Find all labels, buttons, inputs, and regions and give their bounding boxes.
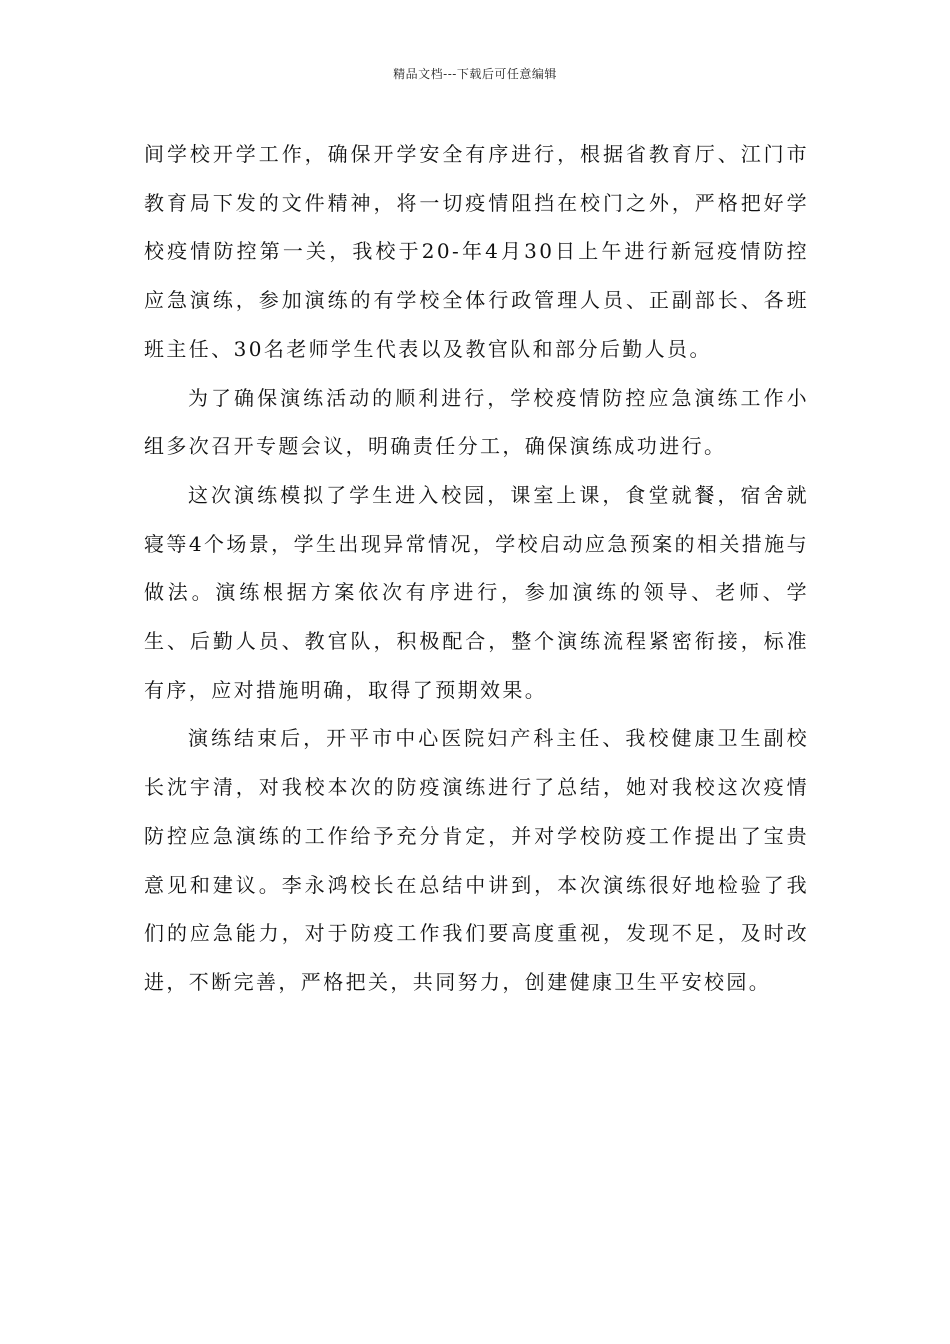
page-header: 精品文档---下载后可任意编辑 bbox=[393, 67, 557, 81]
paragraph-drill-scenarios: 这次演练模拟了学生进入校园，课室上课，食堂就餐，宿舍就寝等4个场景，学生出现异常情况，学校启动应急预案的相关措施与做法。演练根据方案依次有序进行，参加演练的领导、老师、学生、后勤人员、教官队，积极配合，整个演练流程紧密衔接，标准有序，应对措施明确，取得了预期效果。 bbox=[144, 482, 809, 702]
paragraph-preparation: 为了确保演练活动的顺利进行，学校疫情防控应急演练工作小组多次召开专题会议，明确责任分工，确保演练成功进行。 bbox=[144, 385, 809, 459]
document-body bbox=[144, 130, 809, 1007]
paragraph-summary: 演练结束后，开平市中心医院妇产科主任、我校健康卫生副校长沈宇清，对我校本次的防疫演练进行了总结，她对我校这次疫情防控应急演练的工作给予充分肯定，并对学校防疫工作提出了宝贵意见和建议。李永鸿校长在总结中讲到，本次演练很好地检验了我们的应急能力，对于防疫工作我们要高度重视，发现不足，及时改进，不断完善，严格把关，共同努力，创建健康卫生平安校园。 bbox=[144, 726, 809, 994]
paragraph-continuation: 间学校开学工作，确保开学安全有序进行，根据省教育厅、江门市教育局下发的文件精神，将一切疫情阻挡在校门之外，严格把好学校疫情防控第一关，我校于20-年4月30日上午进行新冠疫情防控应急演练，参加演练的有学校全体行政管理人员、正副部长、各班班主任、30名老师学生代表以及教官队和部分后勤人员。 bbox=[144, 142, 809, 361]
